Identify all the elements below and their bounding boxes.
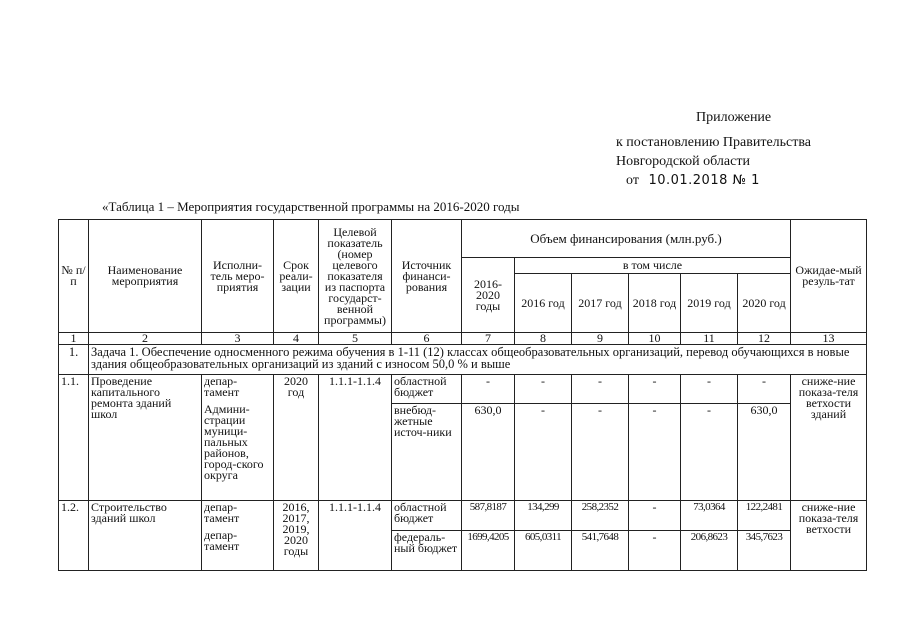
value-total: -: [462, 375, 515, 404]
table-row: [59, 501, 867, 531]
executor-2: Админи-страции муници-пальных районов, город-ского округа: [204, 402, 264, 482]
value-2017: 258,2352: [572, 501, 629, 531]
col-number: 7: [462, 333, 515, 345]
value-2016: -: [515, 404, 572, 501]
value-2018: -: [629, 501, 681, 531]
header-executor: Исполни-тель меро-приятия: [202, 220, 274, 333]
value-2017: -: [572, 404, 629, 501]
row-target: 1.1.1-1.1.4: [319, 375, 392, 501]
row-name: Проведение капитального ремонта зданий школ: [89, 375, 202, 501]
header-including: в том числе: [515, 258, 791, 274]
value-2019: 73,0364: [681, 501, 738, 531]
row-term: 2016, 2017, 2019, 2020 годы: [274, 501, 319, 571]
table-caption: «Таблица 1 – Мероприятия государственной программы на 2016-2020 годы: [102, 199, 520, 214]
appendix-line-1: к постановлению Правительства: [616, 135, 812, 150]
header-total: 2016-2020 годы: [462, 258, 515, 333]
header-name: Наименование мероприятия: [89, 220, 202, 333]
header-term: Срок реали-зации: [274, 220, 319, 333]
row-num: 1.1.: [59, 375, 89, 501]
value-2018: -: [629, 375, 681, 404]
col-number: 5: [319, 333, 392, 345]
row-executor: [202, 375, 274, 501]
value-2016: -: [515, 375, 572, 404]
col-number: 12: [738, 333, 791, 345]
date-handwritten: 10.01.2018 № 1: [648, 173, 760, 188]
header-source: Источник финанси-рования: [392, 220, 462, 333]
value-2017: 541,7648: [572, 531, 629, 571]
executor-2: депар-тамент: [204, 528, 240, 553]
column-number-row: [59, 333, 867, 345]
header-result: Ожидае-мый резуль-тат: [791, 220, 867, 333]
task-text: Задача 1. Обеспечение односменного режима обучения в 1-11 (12) классах общеобразовательных организаций, перевод обучающихся в новые здания общеобразовательных организаций из зданий с износом 50,0 % и выше: [89, 345, 867, 375]
header-2019: 2019 год: [681, 274, 738, 333]
col-number: 6: [392, 333, 462, 345]
header-2018: 2018 год: [629, 274, 681, 333]
value-2019: 206,8623: [681, 531, 738, 571]
value-total: 1699,4205: [462, 531, 515, 571]
executor-1: депар-тамент: [204, 500, 240, 525]
value-2020: 122,2481: [738, 501, 791, 531]
col-number: 10: [629, 333, 681, 345]
source-cell: областной бюджет: [392, 375, 462, 404]
appendix-date: [598, 171, 888, 190]
col-number: 11: [681, 333, 738, 345]
col-number: 9: [572, 333, 629, 345]
value-2020: -: [738, 375, 791, 404]
row-num: 1.2.: [59, 501, 89, 571]
value-2018: -: [629, 531, 681, 571]
table-row: [59, 375, 867, 404]
header-2020: 2020 год: [738, 274, 791, 333]
program-table: [58, 219, 867, 571]
value-total: 630,0: [462, 404, 515, 501]
col-number: 4: [274, 333, 319, 345]
row-target: 1.1.1-1.1.4: [319, 501, 392, 571]
row-result: сниже-ние показа-теля ветхости зданий: [791, 375, 867, 501]
header-target: Целевой показатель (номер целевого показателя из паспорта государст-венной программы): [319, 220, 392, 333]
date-prefix: от: [626, 173, 639, 188]
header-num: № п/п: [59, 220, 89, 333]
value-2019: -: [681, 375, 738, 404]
task-row: [59, 345, 867, 375]
appendix-title: Приложение: [696, 110, 772, 125]
value-2016: 605,0311: [515, 531, 572, 571]
row-term: 2020 год: [274, 375, 319, 501]
task-num: 1.: [59, 345, 89, 375]
col-number: 2: [89, 333, 202, 345]
row-name: Строительство зданий школ: [89, 501, 202, 571]
col-number: 13: [791, 333, 867, 345]
appendix-line-2: Новгородской области: [616, 154, 750, 169]
source-cell: федераль-ный бюджет: [392, 531, 462, 571]
header-2017: 2017 год: [572, 274, 629, 333]
header-2016: 2016 год: [515, 274, 572, 333]
row-executor: [202, 501, 274, 571]
value-total: 587,8187: [462, 501, 515, 531]
source-cell: областной бюджет: [392, 501, 462, 531]
value-2020: 345,7623: [738, 531, 791, 571]
row-result: сниже-ние показа-теля ветхости: [791, 501, 867, 571]
value-2019: -: [681, 404, 738, 501]
col-number: 8: [515, 333, 572, 345]
executor-1: депар-тамент: [204, 374, 240, 399]
source-cell: внебюд-жетные источ-ники: [392, 404, 462, 501]
value-2018: -: [629, 404, 681, 501]
value-2016: 134,299: [515, 501, 572, 531]
header-volume: Объем финансирования (млн.руб.): [462, 220, 791, 258]
appendix-header: [598, 108, 888, 190]
col-number: 1: [59, 333, 89, 345]
value-2020: 630,0: [738, 404, 791, 501]
value-2017: -: [572, 375, 629, 404]
col-number: 3: [202, 333, 274, 345]
